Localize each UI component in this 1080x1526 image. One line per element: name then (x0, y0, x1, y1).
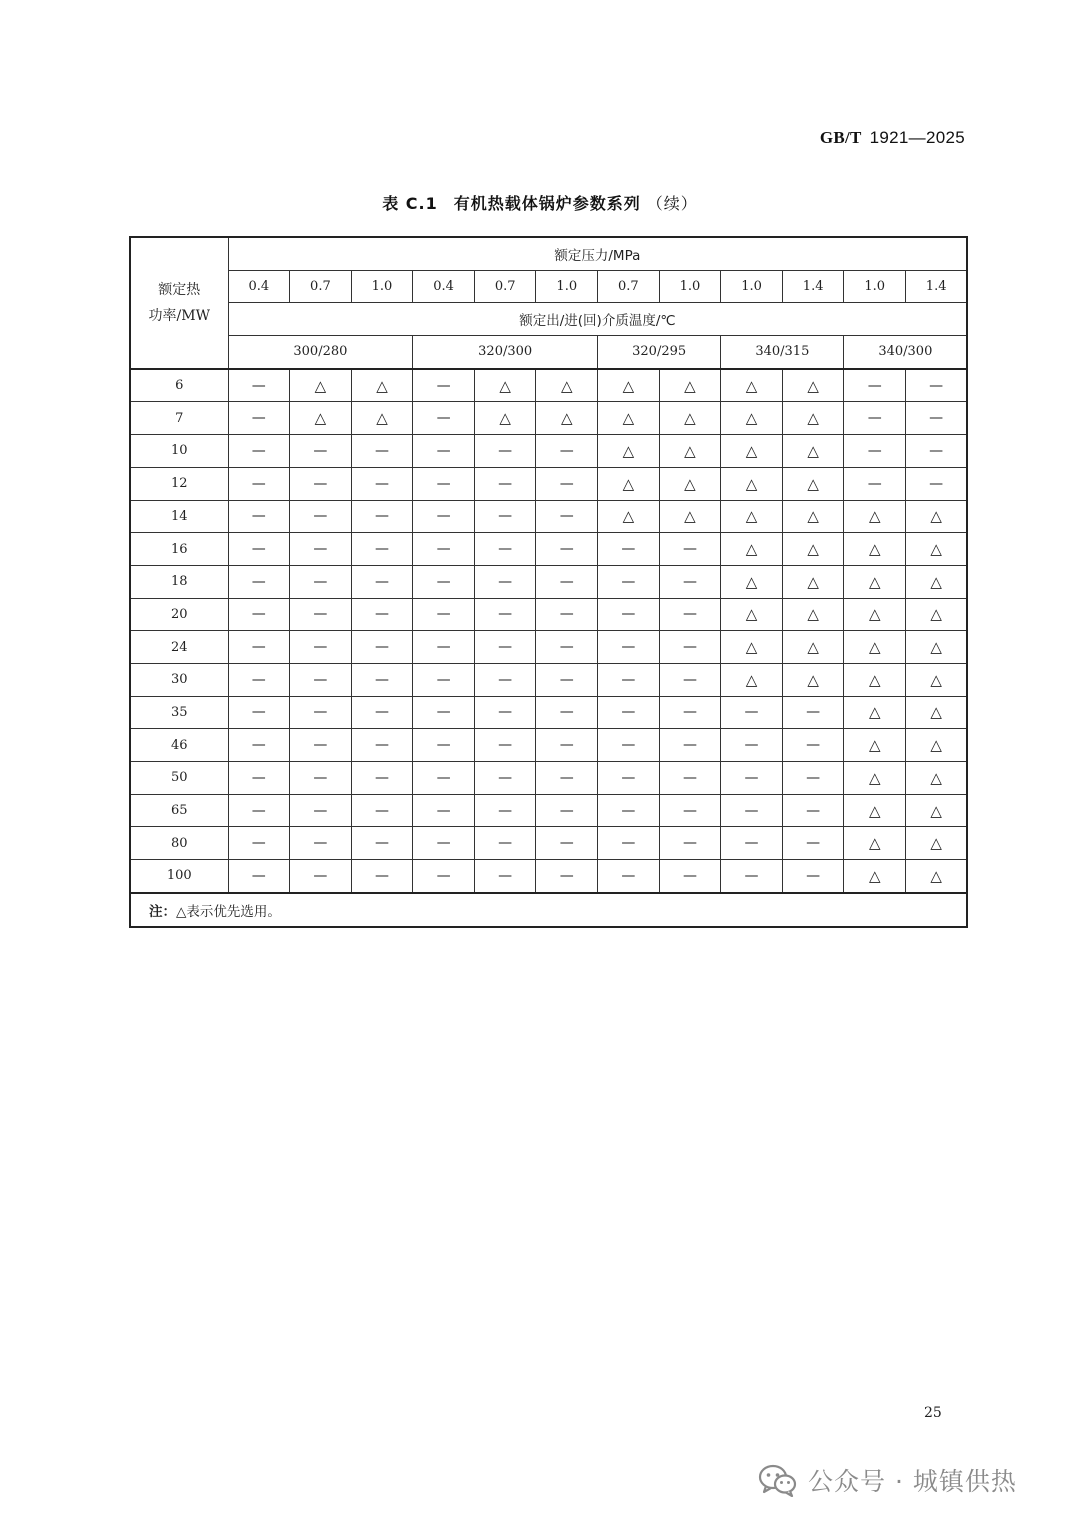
watermark (758, 1462, 1017, 1498)
table-row (130, 827, 967, 860)
preferred-mark-cell: △ (844, 794, 906, 827)
preferred-mark-cell: △ (721, 598, 783, 631)
preferred-mark-cell: △ (844, 533, 906, 566)
pressure-cell: 1.4 (782, 270, 844, 303)
not-applicable-cell: — (413, 762, 475, 795)
not-applicable-cell: — (906, 435, 968, 468)
power-cell: 80 (130, 827, 228, 860)
not-applicable-cell: — (290, 696, 352, 729)
not-applicable-cell: — (351, 598, 413, 631)
not-applicable-cell: — (413, 598, 475, 631)
not-applicable-cell: — (351, 500, 413, 533)
not-applicable-cell: — (228, 762, 290, 795)
table-row (130, 729, 967, 762)
temperature-group-cell: 340/315 (721, 336, 844, 369)
preferred-mark-cell: △ (906, 663, 968, 696)
table-body (130, 369, 967, 893)
not-applicable-cell: — (598, 794, 660, 827)
table-row (130, 435, 967, 468)
preferred-mark-cell: △ (598, 369, 660, 402)
not-applicable-cell: — (598, 729, 660, 762)
table-row (130, 762, 967, 795)
not-applicable-cell: — (659, 762, 721, 795)
preferred-mark-cell: △ (782, 598, 844, 631)
not-applicable-cell: — (536, 500, 598, 533)
not-applicable-cell: — (228, 402, 290, 435)
preferred-mark-cell: △ (659, 467, 721, 500)
boiler-parameter-table (129, 236, 968, 928)
power-cell: 24 (130, 631, 228, 664)
preferred-mark-cell: △ (906, 500, 968, 533)
not-applicable-cell: — (290, 663, 352, 696)
not-applicable-cell: — (413, 467, 475, 500)
pressure-cell: 0.4 (413, 270, 475, 303)
not-applicable-cell: — (659, 827, 721, 860)
standard-prefix: GB/T (819, 128, 862, 147)
not-applicable-cell: — (351, 435, 413, 468)
not-applicable-cell: — (844, 369, 906, 402)
temperature-group-cell: 320/300 (413, 336, 598, 369)
table-row (130, 696, 967, 729)
not-applicable-cell: — (721, 860, 783, 893)
preferred-mark-cell: △ (844, 762, 906, 795)
not-applicable-cell: — (413, 565, 475, 598)
not-applicable-cell: — (413, 696, 475, 729)
pressure-cell: 1.0 (844, 270, 906, 303)
not-applicable-cell: — (228, 500, 290, 533)
not-applicable-cell: — (598, 827, 660, 860)
preferred-mark-cell: △ (290, 402, 352, 435)
power-cell: 65 (130, 794, 228, 827)
preferred-mark-cell: △ (474, 369, 536, 402)
preferred-mark-cell: △ (782, 631, 844, 664)
not-applicable-cell: — (228, 696, 290, 729)
pressure-cell: 0.7 (290, 270, 352, 303)
preferred-mark-cell: △ (844, 696, 906, 729)
preferred-mark-cell: △ (659, 500, 721, 533)
not-applicable-cell: — (536, 860, 598, 893)
not-applicable-cell: — (290, 467, 352, 500)
not-applicable-cell: — (598, 696, 660, 729)
not-applicable-cell: — (598, 565, 660, 598)
not-applicable-cell: — (906, 467, 968, 500)
table-row (130, 794, 967, 827)
preferred-mark-cell: △ (844, 598, 906, 631)
not-applicable-cell: — (351, 663, 413, 696)
table-row (130, 402, 967, 435)
temperature-group-cell: 320/295 (598, 336, 721, 369)
table-number: 表 C.1 (382, 194, 438, 213)
preferred-mark-cell: △ (721, 402, 783, 435)
not-applicable-cell: — (474, 762, 536, 795)
not-applicable-cell: — (413, 827, 475, 860)
preferred-mark-cell: △ (906, 762, 968, 795)
not-applicable-cell: — (474, 794, 536, 827)
not-applicable-cell: — (721, 762, 783, 795)
preferred-mark-cell: △ (782, 435, 844, 468)
preferred-mark-cell: △ (721, 663, 783, 696)
not-applicable-cell: — (290, 565, 352, 598)
preferred-mark-cell: △ (782, 663, 844, 696)
not-applicable-cell: — (598, 663, 660, 696)
not-applicable-cell: — (228, 369, 290, 402)
not-applicable-cell: — (228, 729, 290, 762)
not-applicable-cell: — (782, 794, 844, 827)
preferred-mark-cell: △ (474, 402, 536, 435)
pressure-cell: 1.0 (659, 270, 721, 303)
pressure-cell: 1.0 (351, 270, 413, 303)
row-header-line-2: 功率/MW (148, 307, 210, 324)
not-applicable-cell: — (351, 827, 413, 860)
not-applicable-cell: — (228, 663, 290, 696)
table-row (130, 533, 967, 566)
not-applicable-cell: — (659, 598, 721, 631)
power-cell: 50 (130, 762, 228, 795)
not-applicable-cell: — (290, 500, 352, 533)
not-applicable-cell: — (782, 827, 844, 860)
not-applicable-cell: — (782, 729, 844, 762)
table-title-text: 有机热载体锅炉参数系列 (453, 194, 641, 213)
preferred-mark-cell: △ (536, 402, 598, 435)
table-row (130, 369, 967, 402)
preferred-mark-cell: △ (659, 369, 721, 402)
not-applicable-cell: — (721, 827, 783, 860)
preferred-mark-cell: △ (598, 402, 660, 435)
not-applicable-cell: — (721, 729, 783, 762)
preferred-mark-cell: △ (782, 467, 844, 500)
not-applicable-cell: — (659, 565, 721, 598)
temperature-group-cell: 340/300 (844, 336, 967, 369)
not-applicable-cell: — (536, 794, 598, 827)
not-applicable-cell: — (659, 631, 721, 664)
not-applicable-cell: — (228, 435, 290, 468)
not-applicable-cell: — (721, 794, 783, 827)
not-applicable-cell: — (413, 533, 475, 566)
power-cell: 16 (130, 533, 228, 566)
not-applicable-cell: — (413, 631, 475, 664)
preferred-mark-cell: △ (721, 369, 783, 402)
pressure-header: 额定压力/MPa (228, 237, 967, 270)
pressure-row (130, 270, 967, 303)
not-applicable-cell: — (290, 631, 352, 664)
not-applicable-cell: — (536, 827, 598, 860)
table-note (130, 893, 967, 927)
power-cell: 18 (130, 565, 228, 598)
preferred-mark-cell: △ (906, 533, 968, 566)
not-applicable-cell: — (413, 402, 475, 435)
not-applicable-cell: — (351, 467, 413, 500)
preferred-mark-cell: △ (906, 827, 968, 860)
not-applicable-cell: — (228, 565, 290, 598)
not-applicable-cell: — (474, 663, 536, 696)
preferred-mark-cell: △ (906, 565, 968, 598)
not-applicable-cell: — (413, 500, 475, 533)
preferred-mark-cell: △ (844, 827, 906, 860)
preferred-mark-cell: △ (782, 533, 844, 566)
not-applicable-cell: — (351, 762, 413, 795)
not-applicable-cell: — (290, 827, 352, 860)
not-applicable-cell: — (659, 663, 721, 696)
preferred-mark-cell: △ (351, 369, 413, 402)
not-applicable-cell: — (351, 631, 413, 664)
preferred-mark-cell: △ (844, 729, 906, 762)
not-applicable-cell: — (290, 794, 352, 827)
not-applicable-cell: — (290, 598, 352, 631)
preferred-mark-cell: △ (844, 500, 906, 533)
not-applicable-cell: — (598, 598, 660, 631)
not-applicable-cell: — (536, 565, 598, 598)
not-applicable-cell: — (536, 696, 598, 729)
not-applicable-cell: — (351, 696, 413, 729)
not-applicable-cell: — (659, 696, 721, 729)
row-header-cell (130, 237, 228, 369)
power-cell: 30 (130, 663, 228, 696)
not-applicable-cell: — (598, 631, 660, 664)
not-applicable-cell: — (474, 533, 536, 566)
preferred-mark-cell: △ (721, 631, 783, 664)
wechat-icon (758, 1463, 798, 1497)
preferred-mark-cell: △ (782, 402, 844, 435)
not-applicable-cell: — (413, 663, 475, 696)
preferred-mark-cell: △ (290, 369, 352, 402)
preferred-mark-cell: △ (844, 565, 906, 598)
not-applicable-cell: — (290, 762, 352, 795)
preferred-mark-cell: △ (721, 500, 783, 533)
not-applicable-cell: — (844, 435, 906, 468)
not-applicable-cell: — (536, 435, 598, 468)
preferred-mark-cell: △ (782, 565, 844, 598)
not-applicable-cell: — (906, 369, 968, 402)
not-applicable-cell: — (413, 369, 475, 402)
power-cell: 46 (130, 729, 228, 762)
not-applicable-cell: — (782, 762, 844, 795)
table-row (130, 663, 967, 696)
not-applicable-cell: — (351, 729, 413, 762)
not-applicable-cell: — (474, 696, 536, 729)
preferred-mark-cell: △ (906, 794, 968, 827)
not-applicable-cell: — (290, 435, 352, 468)
not-applicable-cell: — (290, 729, 352, 762)
not-applicable-cell: — (413, 435, 475, 468)
not-applicable-cell: — (228, 794, 290, 827)
not-applicable-cell: — (413, 729, 475, 762)
preferred-mark-cell: △ (598, 435, 660, 468)
standard-code (820, 128, 965, 148)
not-applicable-cell: — (228, 467, 290, 500)
power-cell: 100 (130, 860, 228, 893)
temperature-header: 额定出/进(回)介质温度/℃ (228, 303, 967, 336)
power-cell: 20 (130, 598, 228, 631)
not-applicable-cell: — (290, 533, 352, 566)
row-header-line-1: 额定热 (158, 281, 201, 298)
not-applicable-cell: — (536, 631, 598, 664)
preferred-mark-cell: △ (906, 729, 968, 762)
not-applicable-cell: — (228, 598, 290, 631)
not-applicable-cell: — (844, 467, 906, 500)
note-label: 注： (149, 903, 176, 920)
not-applicable-cell: — (474, 467, 536, 500)
not-applicable-cell: — (536, 729, 598, 762)
preferred-mark-cell: △ (721, 533, 783, 566)
power-cell: 12 (130, 467, 228, 500)
not-applicable-cell: — (659, 794, 721, 827)
standard-number: 1921—2025 (869, 128, 965, 147)
not-applicable-cell: — (474, 860, 536, 893)
power-cell: 7 (130, 402, 228, 435)
preferred-mark-cell: △ (536, 369, 598, 402)
pressure-cell: 1.0 (721, 270, 783, 303)
preferred-mark-cell: △ (351, 402, 413, 435)
not-applicable-cell: — (351, 533, 413, 566)
table-continued: （续） (646, 194, 698, 213)
not-applicable-cell: — (598, 533, 660, 566)
not-applicable-cell: — (474, 435, 536, 468)
power-cell: 6 (130, 369, 228, 402)
not-applicable-cell: — (659, 729, 721, 762)
pressure-cell: 1.0 (536, 270, 598, 303)
power-cell: 35 (130, 696, 228, 729)
not-applicable-cell: — (782, 696, 844, 729)
not-applicable-cell: — (474, 827, 536, 860)
not-applicable-cell: — (659, 533, 721, 566)
preferred-mark-cell: △ (844, 631, 906, 664)
not-applicable-cell: — (721, 696, 783, 729)
not-applicable-cell: — (228, 827, 290, 860)
not-applicable-cell: — (290, 860, 352, 893)
watermark-text: 公众号 · 城镇供热 (808, 1467, 1017, 1496)
not-applicable-cell: — (536, 467, 598, 500)
power-cell: 14 (130, 500, 228, 533)
preferred-mark-cell: △ (906, 696, 968, 729)
preferred-mark-cell: △ (659, 402, 721, 435)
not-applicable-cell: — (474, 565, 536, 598)
not-applicable-cell: — (228, 631, 290, 664)
not-applicable-cell: — (351, 565, 413, 598)
table-row (130, 500, 967, 533)
not-applicable-cell: — (474, 598, 536, 631)
table-row (130, 860, 967, 893)
preferred-mark-cell: △ (598, 467, 660, 500)
preferred-mark-cell: △ (906, 631, 968, 664)
pressure-cell: 0.4 (228, 270, 290, 303)
table-title (0, 191, 1080, 214)
pressure-cell: 0.7 (598, 270, 660, 303)
preferred-mark-cell: △ (721, 435, 783, 468)
preferred-mark-cell: △ (906, 598, 968, 631)
pressure-cell: 0.7 (474, 270, 536, 303)
table-row (130, 467, 967, 500)
power-cell: 10 (130, 435, 228, 468)
table-row (130, 598, 967, 631)
preferred-mark-cell: △ (721, 565, 783, 598)
not-applicable-cell: — (474, 500, 536, 533)
preferred-mark-cell: △ (782, 500, 844, 533)
not-applicable-cell: — (536, 598, 598, 631)
temperature-group-cell: 300/280 (228, 336, 413, 369)
not-applicable-cell: — (536, 533, 598, 566)
not-applicable-cell: — (598, 860, 660, 893)
preferred-mark-cell: △ (598, 500, 660, 533)
not-applicable-cell: — (228, 533, 290, 566)
not-applicable-cell: — (474, 631, 536, 664)
not-applicable-cell: — (906, 402, 968, 435)
page-number: 25 (924, 1405, 942, 1421)
not-applicable-cell: — (413, 860, 475, 893)
not-applicable-cell: — (536, 663, 598, 696)
not-applicable-cell: — (659, 860, 721, 893)
not-applicable-cell: — (351, 794, 413, 827)
not-applicable-cell: — (413, 794, 475, 827)
preferred-mark-cell: △ (844, 860, 906, 893)
not-applicable-cell: — (228, 860, 290, 893)
preferred-mark-cell: △ (906, 860, 968, 893)
table-header (130, 237, 967, 369)
not-applicable-cell: — (474, 729, 536, 762)
preferred-mark-cell: △ (721, 467, 783, 500)
table-row (130, 631, 967, 664)
note-text: △表示优先选用。 (176, 903, 281, 920)
not-applicable-cell: — (598, 762, 660, 795)
temperature-row (130, 336, 967, 369)
preferred-mark-cell: △ (782, 369, 844, 402)
not-applicable-cell: — (536, 762, 598, 795)
not-applicable-cell: — (351, 860, 413, 893)
table-row (130, 565, 967, 598)
not-applicable-cell: — (844, 402, 906, 435)
preferred-mark-cell: △ (659, 435, 721, 468)
pressure-cell: 1.4 (906, 270, 968, 303)
not-applicable-cell: — (782, 860, 844, 893)
preferred-mark-cell: △ (844, 663, 906, 696)
